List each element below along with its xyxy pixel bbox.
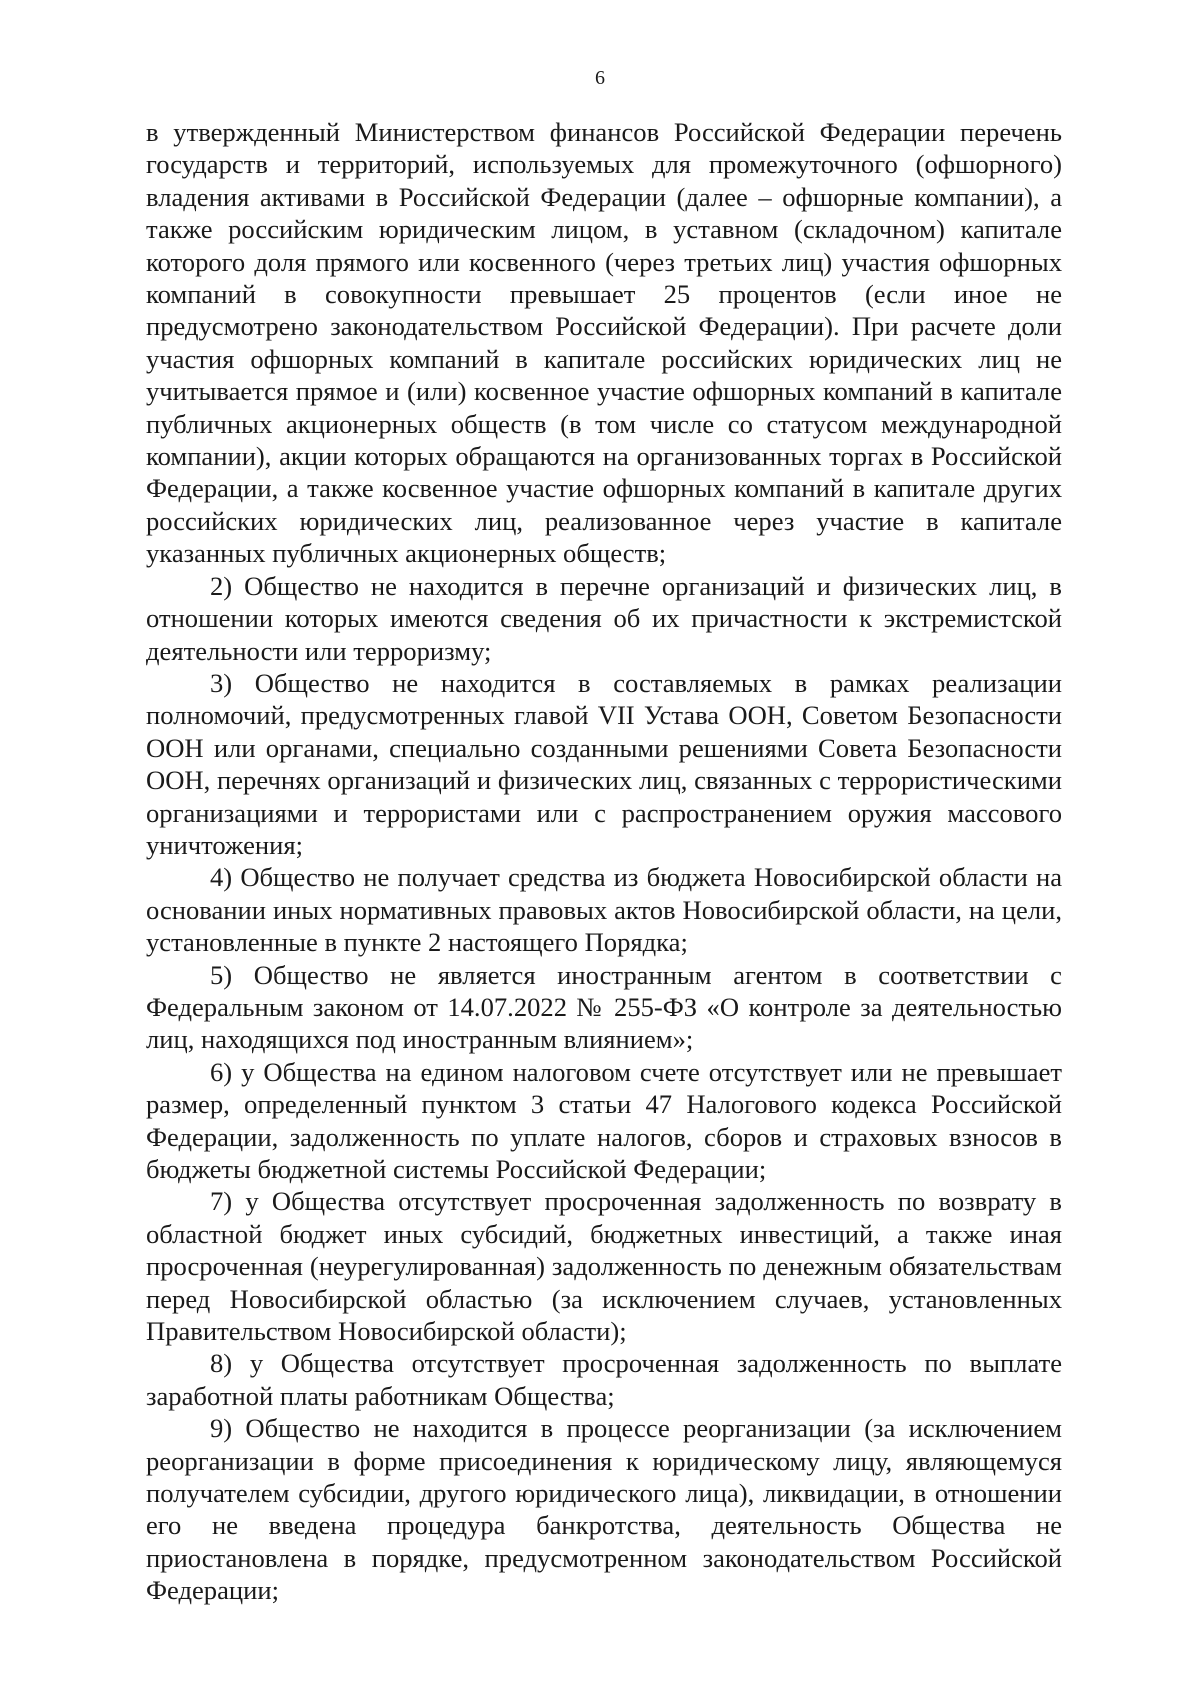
page-number: 6 xyxy=(595,67,605,89)
list-item-7: 7) у Общества отсутствует просроченная задолженность по возврату в областной бюджет иных субсидий, бюджетных инвестиций, а также иная просроченная (неурегулированная) задолженность по денежным обязательствам перед Новосибирской областью (за исключением случаев, установленных Правительством Новосибирской области); xyxy=(146,1186,1062,1347)
list-item-3: 3) Общество не находится в составляемых в рамках реализации полномочий, предусмотренных главой VII Устава ООН, Советом Безопасности ООН или органами, специально созданными решениями Совета Безопасности ООН, перечнях организаций и физических лиц, связанных с террористическими организациями и террористами или с распространением оружия массового уничтожения; xyxy=(146,667,1062,860)
list-item-5: 5) Общество не является иностранным агентом в соответствии с Федеральным законом от 14.07.2022 № 255-ФЗ «О контроле за деятельностью лиц, находящихся под иностранным влиянием»; xyxy=(146,959,1062,1055)
list-item-6: 6) у Общества на едином налоговом счете отсутствует или не превышает размер, определенный пунктом 3 статьи 47 Налогового кодекса Российской Федерации, задолженность по уплате налогов, сборов и страховых взносов в бюджеты бюджетной системы Российской Федерации; xyxy=(146,1056,1062,1184)
document-body xyxy=(146,116,1062,1607)
list-item-2: 2) Общество не находится в перечне организаций и физических лиц, в отношении которых имеются сведения об их причастности к экстремистской деятельности или терроризму; xyxy=(146,570,1062,666)
paragraph-continuation: в утвержденный Министерством финансов Российской Федерации перечень государств и территорий, используемых для промежуточного (офшорного) владения активами в Российской Федерации (далее – офшорные компании), а также российским юридическим лицом, в уставном (складочном) капитале которого доля прямого или косвенного (через третьих лиц) участия офшорных компаний в совокупности превышает 25 процентов (если иное не предусмотрено законодательством Российской Федерации). При расчете доли участия офшорных компаний в капитале российских юридических лиц не учитывается прямое и (или) косвенное участие офшорных компаний в капитале публичных акционерных обществ (в том числе со статусом международной компании), акции которых обращаются на организованных торгах в Российской Федерации, а также косвенное участие офшорных компаний в капитале других российских юридических лиц, реализованное через участие в капитале указанных публичных акционерных обществ; xyxy=(146,117,1062,569)
list-item-9: 9) Общество не находится в процессе реорганизации (за исключением реорганизации в форме присоединения к юридическому лицу, являющемуся получателем субсидии, другого юридического лица), ликвидации, в отношении его не введена процедура банкротства, деятельность Общества не приостановлена в порядке, предусмотренном законодательством Российской Федерации; xyxy=(146,1413,1062,1606)
list-item-4: 4) Общество не получает средства из бюджета Новосибирской области на основании иных нормативных правовых актов Новосибирской области, на цели, установленные в пункте 2 настоящего Порядка; xyxy=(146,862,1062,958)
list-item-8: 8) у Общества отсутствует просроченная задолженность по выплате заработной платы работникам Общества; xyxy=(146,1348,1062,1411)
